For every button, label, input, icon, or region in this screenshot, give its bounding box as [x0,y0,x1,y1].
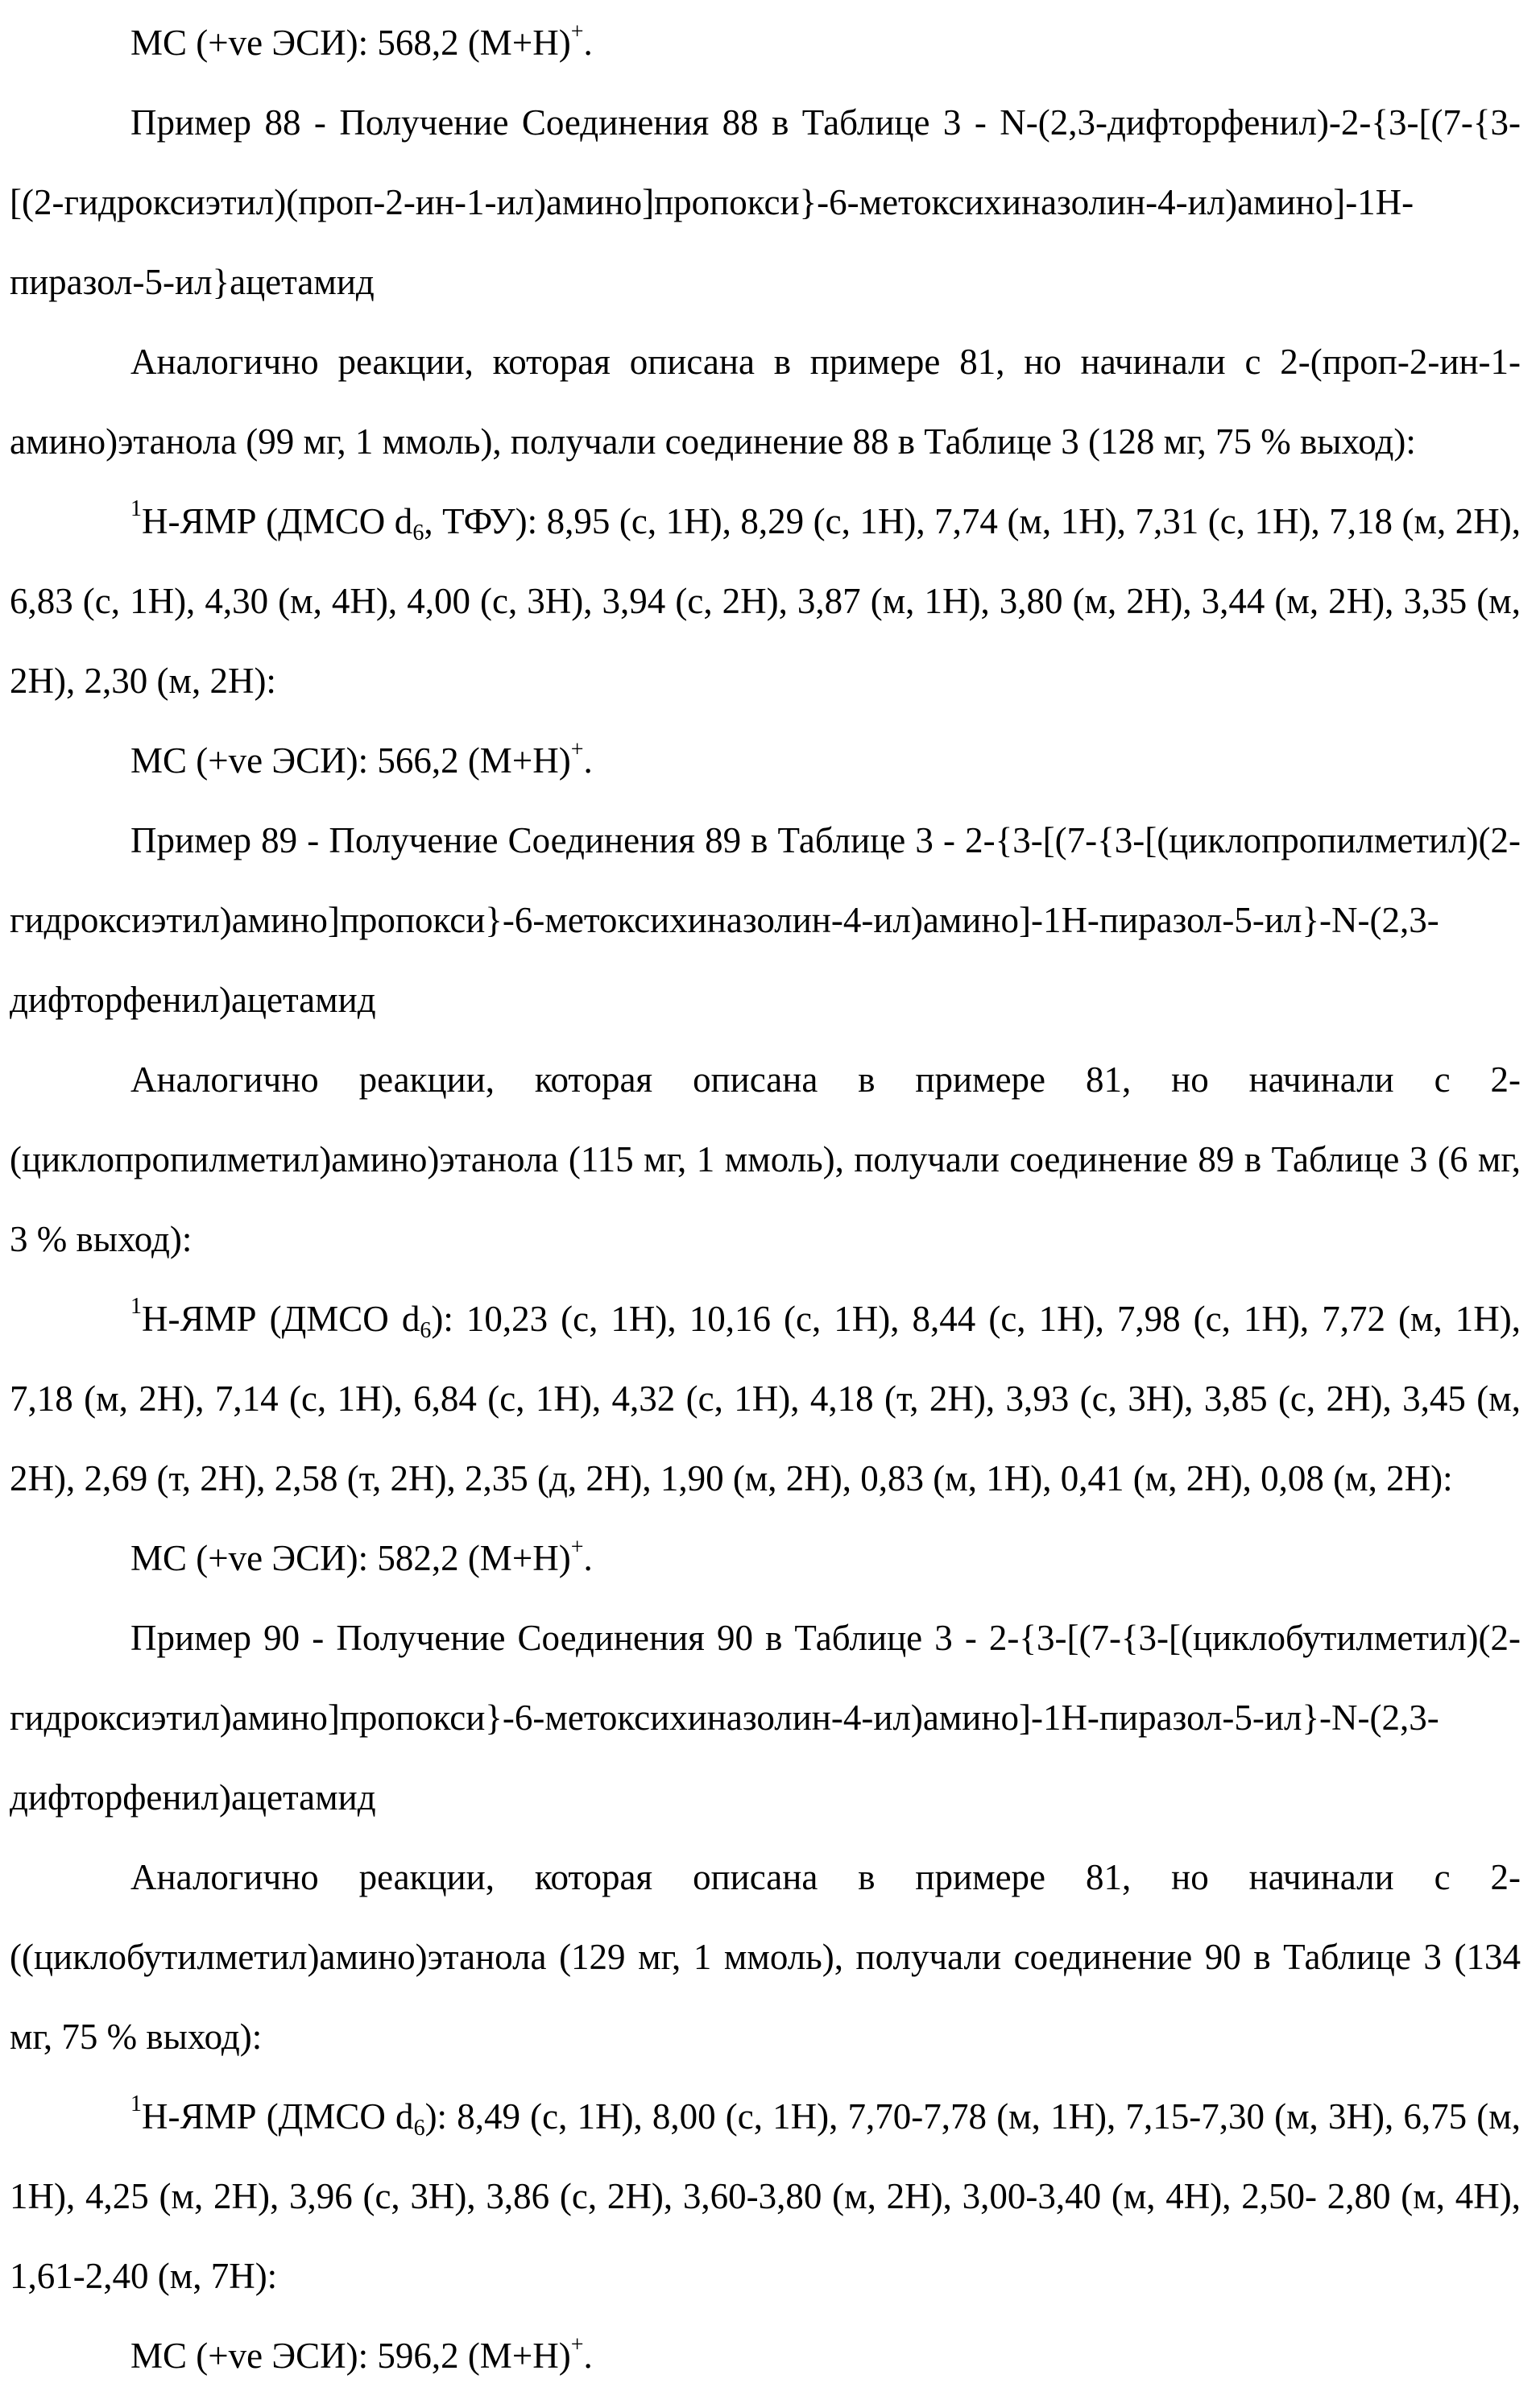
ms-charge: + [571,2332,584,2357]
nmr-data: , ТФУ): 8,95 (с, 1Н), 8,29 (с, 1Н), 7,74 (м, 1Н), 7,31 (с, 1Н), 7,18 (м, 2Н), 6,83 (с, 1Н), 4,30 (м, 4Н), 4,00 (с, 3Н), 3,94 (с, 2Н), 3,87 (м, 1Н), 3,80 (м, 2Н), 3,44 (м, 2Н), 3,35 (м, 2Н), 2,30 (м, 2Н): [10,501,1521,701]
nmr-label: Н-ЯМР (ДМСО d [142,501,412,541]
ms-text: МС (+ve ЭСИ): 596,2 (М+Н) [130,2336,571,2376]
nmr-solvent-sub: 6 [412,520,424,545]
ms-result-previous [10,3,1521,83]
nmr-data: ): 8,49 (с, 1Н), 8,00 (с, 1Н), 7,70-7,78 (м, 1Н), 7,15-7,30 (м, 3Н), 6,75 (м, 1Н), 4,25 (м, 2Н), 3,96 (с, 3Н), 3,86 (с, 2Н), 3,60-3,80 (м, 2Н), 3,00-3,40 (м, 4Н), 2,50- 2,80 (м, 4Н), 1,61-2,40 (м, 7Н): [10,2096,1521,2296]
example-88-ms [10,721,1521,801]
document-page [0,0,1540,2330]
ms-charge: + [571,1535,584,1560]
nmr-data: ): 10,23 (с, 1Н), 10,16 (с, 1Н), 8,44 (с, 1Н), 7,98 (с, 1Н), 7,72 (м, 1Н), 7,18 (м, 2Н), 7,14 (с, 1Н), 6,84 (с, 1Н), 4,32 (с, 1Н), 4,18 (т, 2Н), 3,93 (с, 3Н), 3,85 (с, 2Н), 3,45 (м, 2Н), 2,69 (т, 2Н), 2,58 (т, 2Н), 2,35 (д, 2Н), 1,90 (м, 2Н), 0,83 (м, 1Н), 0,41 (м, 2Н), 0,08 (м, 2Н): [10,1299,1521,1499]
nmr-solvent-sub: 6 [420,1318,431,1343]
example-89-nmr [10,1279,1521,1519]
ms-text: МС (+ve ЭСИ): 566,2 (М+Н) [130,740,571,781]
example-89-ms [10,1519,1521,1598]
example-90-preparation: Аналогично реакции, которая описана в примере 81, но начинали с 2-((циклобутилметил)амино)этанола (129 мг, 1 ммоль), получали соединение 90 в Таблице 3 (134 мг, 75 % выход): [10,1838,1521,2077]
ms-period: . [583,23,592,63]
ms-period: . [583,2336,592,2376]
ms-text: МС (+ve ЭСИ): 582,2 (М+Н) [130,1538,571,1578]
example-89-title: Пример 89 - Получение Соединения 89 в Таблице 3 - 2-{3-[(7-{3-[(циклопропилметил)(2-гидроксиэтил)амино]пропокси}-6-метоксихиназолин-4-ил)амино]-1Н-пиразол-5-ил}-N-(2,3-дифторфенил)ацетамид [10,801,1521,1040]
nmr-label: Н-ЯМР (ДМСО d [142,1299,420,1339]
ms-charge: + [571,737,584,762]
nmr-isotope: 1 [130,1294,142,1319]
nmr-label: Н-ЯМР (ДМСО d [142,2096,414,2137]
ms-period: . [583,740,592,781]
nmr-isotope: 1 [130,2091,142,2116]
example-90-title: Пример 90 - Получение Соединения 90 в Таблице 3 - 2-{3-[(7-{3-[(циклобутилметил)(2-гидроксиэтил)амино]пропокси}-6-метоксихиназолин-4-ил)амино]-1Н-пиразол-5-ил}-N-(2,3-дифторфенил)ацетамид [10,1598,1521,1838]
example-88-preparation: Аналогично реакции, которая описана в примере 81, но начинали с 2-(проп-2-ин-1-амино)этанола (99 мг, 1 ммоль), получали соединение 88 в Таблице 3 (128 мг, 75 % выход): [10,322,1521,482]
nmr-solvent-sub: 6 [414,2116,425,2141]
example-90-ms [10,2316,1521,2396]
example-88-title: Пример 88 - Получение Соединения 88 в Таблице 3 - N-(2,3-дифторфенил)-2-{3-[(7-{3-[(2-гидроксиэтил)(проп-2-ин-1-ил)амино]пропокси}-6-метоксихиназолин-4-ил)амино]-1Н-пиразол-5-ил}ацетамид [10,83,1521,322]
ms-period: . [583,1538,592,1578]
example-90-nmr [10,2077,1521,2316]
nmr-isotope: 1 [130,496,142,521]
example-89-preparation: Аналогично реакции, которая описана в примере 81, но начинали с 2-(циклопропилметил)амино)этанола (115 мг, 1 ммоль), получали соединение 89 в Таблице 3 (6 мг, 3 % выход): [10,1040,1521,1279]
example-88-nmr [10,482,1521,721]
ms-charge: + [571,19,584,44]
ms-text: МС (+ve ЭСИ): 568,2 (М+Н) [130,23,571,63]
